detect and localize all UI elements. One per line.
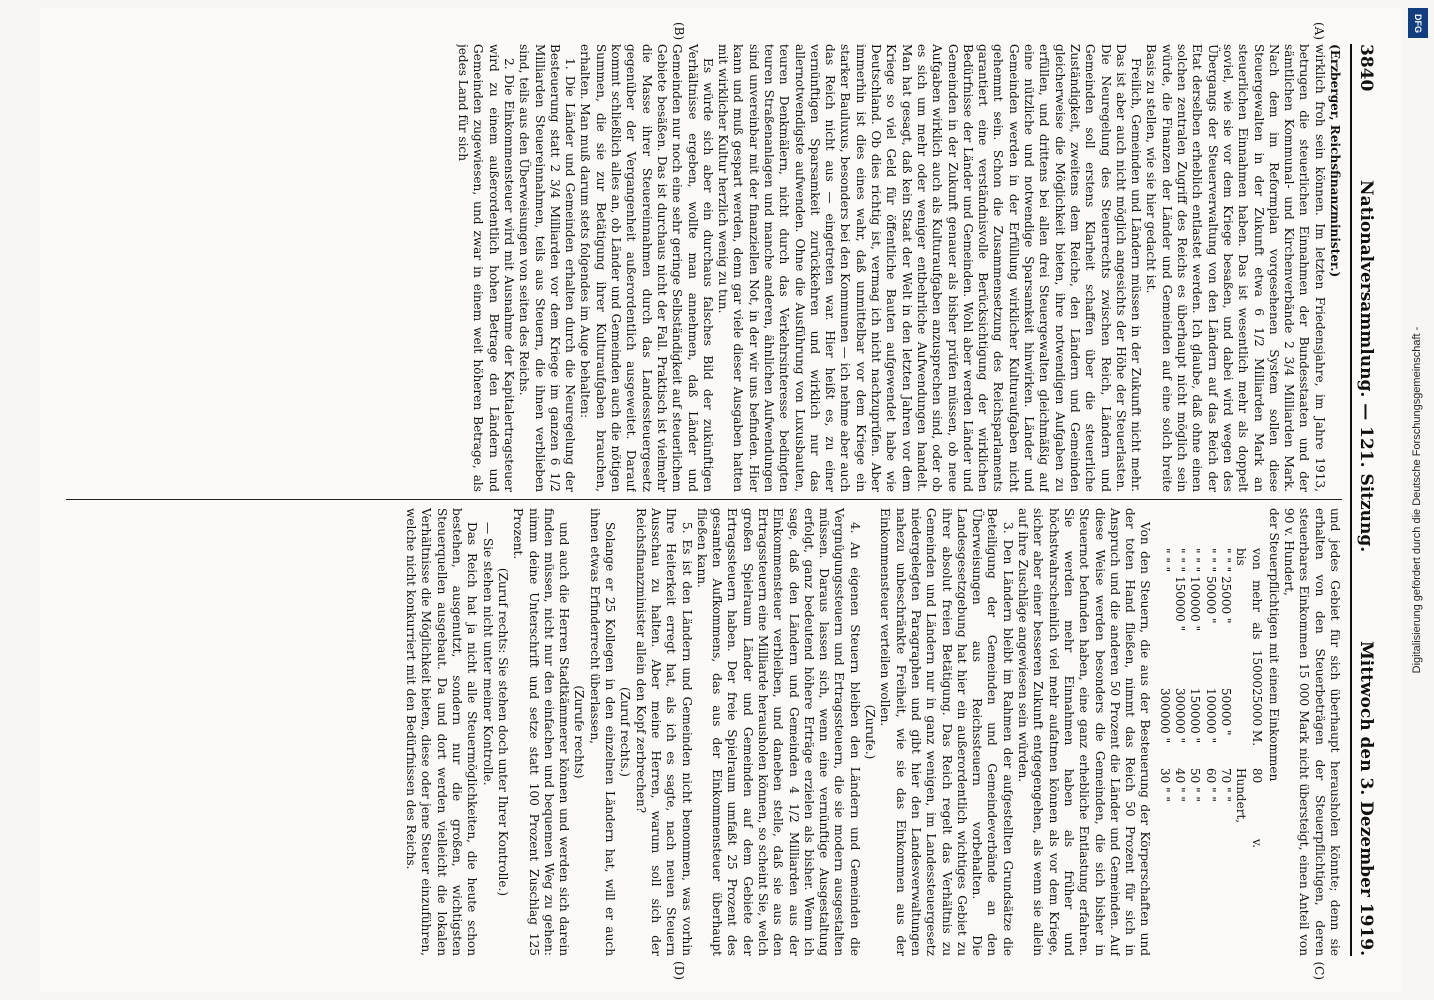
paragraph: Es würde sich aber ein durchaus falsches Bild der zukünftigen Verhältnisse ergeben, wollte man annehmen, daß Länder und Gemeinden nur noch eine sehr geringe Selbständigkeit auf steuerlichem Gebiete besäßen. Das ist durchaus nicht der Fall. Praktisch ist vielmehr die Masse ihrer Steuereinnahmen durch das Landessteuergesetz gegenüber der Vergangenheit außerordentlich ausgeweitet. Darauf kommt schließlich alles an, ob Länder und Gemeinden auch die nötigen Summen, die sie zur Betätigung ihrer Kulturaufgaben brauchen, erhalten. Man muß darum stets folgendes im Auge behalten: [578, 44, 715, 492]
tax-share-row [1233, 548, 1264, 956]
tax-share-cell: 40 " " [1173, 768, 1188, 802]
tax-share-row [1218, 548, 1233, 956]
speaker-label: (Erzberger, Reichsfinanzminister.) [1328, 44, 1342, 278]
paragraph: und auch die Herren Stadtkämmerer können und werden sich darein finden müssen, nicht nur den einfachen und bequemen Weg zu gehen: nimm deine Unterschrift und setze statt 100 Prozent Zuschlag 125 Prozent. [511, 508, 572, 956]
page-number: 3840 [1356, 44, 1376, 92]
tax-share-cell: " " " 150000 " [1173, 548, 1188, 632]
margin-mark-c: (C) [1312, 961, 1326, 980]
paragraph: und jedes Gebiet für sich überhaupt herausholen könnte; denn sie erhalten von den Steuerbeträgen der Steuerpflichtigen, deren steuerbares Einkommen 15 000 Mark nicht übersteigt, einen Anteil von 90 v. Hundert, [1282, 508, 1342, 956]
tax-share-cell: 30 " " [1157, 768, 1172, 802]
paragraph: wirklich froh sein können. Im letzten Friedensjahre, im Jahre 1913, betrugen die steuerlichen Einnahmen der Bundesstaaten und der sämtlichen Kommunal- und Kirchenverbände 2 3/4 Milliarden Mark. Nach dem im Reformplan vorgesehenen System sollen diese Steuergewalten in der Zukunft etwa 6 1/2 Milliarden Mark an steuerlichen Einnahmen haben. Das ist wesentlich mehr als doppelt soviel, wie sie vor dem Kriege besaßen, und dabei wird wegen des Übergangs der Steuerverwaltung von den Ländern auf das Reich der Etat derselben erheblich entlastet werden. Ich glaube, daß ohne einen solchen zentralen Zugriff des Reichs es überhaupt nicht möglich sein würde, die Finanzen der Länder und Gemeinden auf eine solch breite Basis zu stellen, wie sie hier gedacht ist. [1144, 44, 1327, 492]
tax-share-cell: 60 " " [1203, 768, 1218, 802]
tax-share-cell: 25000 M. [1249, 688, 1264, 747]
paragraph: Von den Steuern, die aus der Besteuerung der Körperschaften und der toten Hand fließen, nimmt das Reich 50 Prozent für sich in Anspruch und die anderen 50 Prozent die Länder und Gemeinden. Auf diese Weise werden besonders die Gemeinden, die sich bisher in Steuernot befunden haben, eine ganz erhebliche Entlastung erfahren. Sie werden mehr Einnahmen haben als früher und höchstwahrscheinlich viel mehr aufatmen können als vor dem Kriege, sicher aber einer besseren Zukunft entgegengehen, als wenn sie allein auf ihre Zuschläge angewiesen sein würden. [1016, 508, 1153, 956]
tax-share-cell: " " " 50000 " [1203, 548, 1218, 624]
interjection: (Zuruf rechts: Sie stehen doch unter Ihrer Kontrolle.) [495, 567, 510, 897]
paragraph: 5. Es ist den Ländern und Gemeinden nicht benommen, was vorhin Ihre Heiterkeit erregt hat, als ich es sagte, nach neuen Steuern Ausschau zu halten. Aber meine Herren, warum soll sich der Reichsfinanzminister allein den Kopf zerbrechen? [633, 508, 694, 956]
margin-mark-b: (B) [672, 22, 686, 41]
tax-share-cell: 80 v. Hundert, [1234, 768, 1264, 848]
paragraph: 1. Die Länder und Gemeinden erhalten durch die Neuregelung der Besteuerung statt 2 3/4 Milliarden vor dem Kriege im ganzen 6 1/2 Milliarden Steuereinnahmen, teils aus Steuern, die ihnen verblieben sind, teils aus den Überweisungen von seiten des Reichs. [517, 44, 578, 492]
dfg-logo: DFG [1408, 8, 1428, 38]
tax-share-cell: 300000 " [1173, 688, 1188, 744]
paragraph: der Steuerpflichtigen mit einem Einkommen [1266, 508, 1281, 782]
rotated-page-content [56, 20, 1386, 980]
paragraph: 4. An eigenen Steuern bleiben den Ländern und Gemeinden die Vergnügungssteuern und Ertragssteuern, die sie modern ausgestalten müssen. Daraus lassen sich, wenn eine vernünftige Ausgestaltung erfolgt, ganz bedeutend höhere Erträge erzielen als bisher. Wenn ich sage, daß den Ländern und Gemeinden 4 1/2 Milliarden aus der Einkommensteuer verbleiben, und daneben stelle, daß sie aus den Ertragssteuern eine Milliarde herausholen können, so scheint Sie, welch großen Spielraum Länder und Gemeinden auf dem Gebiete der Ertragssteuern haben. Der freie Spielraum umfaßt 25 Prozent des gesamten Aufkommens, das aus der Einkommensteuer überhaupt fließen kann. [694, 508, 862, 956]
paragraph: — Sie stehen nicht unter meiner Kontrolle. [480, 522, 495, 786]
digitization-credit: Digitalisierung gefördert durch die Deutsche Forschungsgemeinschaft - [1411, 326, 1423, 674]
left-column [66, 44, 1342, 492]
tax-share-cell: 300000 " [1157, 688, 1172, 744]
right-column [66, 508, 1342, 956]
tax-share-cell: 50 " " [1188, 768, 1203, 802]
tax-share-cell: " " " [1157, 548, 1172, 573]
tax-share-cell: " " " 25000 " [1218, 548, 1233, 624]
interjection: (Zurufe.) [863, 704, 878, 760]
page-title: Nationalversammlung. — 121. Sitzung. [1356, 180, 1376, 553]
tax-share-row [1202, 548, 1217, 956]
page-header [1350, 44, 1380, 956]
margin-mark-a: (A) [1312, 22, 1326, 41]
tax-share-table [1156, 548, 1263, 956]
tax-share-cell: " " " 100000 " [1188, 548, 1203, 632]
scanned-page [40, 8, 1402, 992]
margin-mark-d: (D) [672, 961, 686, 980]
tax-share-row [1187, 548, 1202, 956]
interjection: (Zuruf rechts.) [618, 687, 633, 777]
tax-share-cell: 100000 " [1203, 688, 1218, 744]
page-date: Mittwoch den 3. Dezember 1919. [1356, 640, 1376, 956]
paragraph: 2. Die Einkommensteuer wird mit Ausnahme der Kapitalertragsteuer wird zu einem außerordentlich hohen Betrage den Ländern und Gemeinden zugewiesen, und zwar in einem weit höheren Betrage, als jedes Land für sich [456, 44, 516, 492]
tax-share-cell: 70 " " [1218, 768, 1233, 802]
paragraph: Freilich, Gemeinden und Ländern müssen in der Zukunft nicht mehr. Das ist aber auch nicht möglich angesichts der Höhe der Steuerlasten. Die Neuregelung des Steuerrechts zwischen Reich, Ländern und Gemeinden soll erstens Klarheit schaffen über die steuerliche Zuständigkeit, zweitens dem Reiche, den Ländern und Gemeinden gleicherweise die Möglichkeit bieten, ihre notwendigen Aufgaben zu erfüllen, und drittens bei allen drei Steuergewalten gleichmäßig auf eine nützliche und notwendige Sparsamkeit hinwirken. Länder und Gemeinden werden in der Erfüllung wirklicher Kulturaufgaben nicht gehemmt sein. Schon die Zusammensetzung des Reichsparlaments garantiert eine verständnisvolle Berücksichtigung der wirklichen Bedürfnisse der Länder und Gemeinden. Wohl aber werden Länder und Gemeinden in der Zukunft genauer als bisher prüfen müssen, ob neue Aufgaben wirklich auch als Kulturaufgaben anzusprechen sind, oder ob es sich um mehr oder weniger entbehrliche Aufwendungen handelt. Man hat gesagt, daß kein Staat der Welt in den letzten Jahren vor dem Kriege so viel Geld für öffentliche Bauten aufgewendet habe wie Deutschland. Ob dies richtig ist, vermag ich nicht nachzuprüfen. Aber immerhin ist dies eines wahr, daß unmittelbar vor dem Kriege ein starker Bauluxus, besonders bei den Kommunen — ich nehme aber auch das Reich nicht aus — eingetreten war. Hier heißt es, zu einer vernünftigen Sparsamkeit zurückkehren und wirklich nur das allernotwendigste aufwenden. Ohne die Ausführung von Luxusbauten, teuren Denkmälern, nicht durch das Verkehrsinteresse bedingten teuren Straßenanlagen und manche anderen, ähnlichen Aufwendungen sind unvereinbar mit der finanziellen Not, in der wir uns befinden. Hier kann und muß gespart werden, denn gar viele dieser Ausgaben hatten mit wirklicher Kultur herzlich wenig zu tun. [716, 44, 1144, 492]
tax-share-cell: 50000 " [1218, 688, 1233, 736]
paragraph: Solange er 25 Kollegen in den einzelnen Ländern hat, will er auch ihnen etwas Erfinderrecht überlassen, [587, 508, 618, 956]
tax-share-cell: von mehr als 15000 bis [1234, 548, 1264, 688]
interjection: (Zurufe rechts) [572, 685, 587, 779]
tax-share-row [1172, 548, 1187, 956]
tax-share-cell: 150000 " [1188, 688, 1203, 744]
paragraph: Das Reich hat ja nicht alle Steuermöglichkeiten, die heute schon bestehen, ausgenutzt, sondern nur die großen, wichtigsten Steuerquellen ausgebaut. Da und dort werden vielleicht die lokalen Verhältnisse die Möglichkeit bieten, diese oder jene Steuer einzuführen, welche nicht konkurriert mit den Bedürfnissen des Reichs. [404, 508, 480, 956]
paragraph: 3. Den Ländern bleibt im Rahmen der aufgestellten Grundsätze die Beteiligung der Gemeinden und Gemeindeverbände an den Überweisungen aus Reichssteuern vorbehalten. Die Landesgesetzgebung hat hier ein außerordentlich wichtiges Gebiet zu ihrer absolut freien Betätigung. Das Reich regelt das Verhältnis zu Gemeinden und Ländern nur in ganz wenigen, im Landessteuergesetz niedergelegten Paragraphen und gibt hier den Landesverwaltungen nahezu unbeschränkte Freiheit, wie sie das Einkommen aus der Einkommensteuer verteilen wollen. [878, 508, 1015, 956]
digitization-credit-strip [1400, 0, 1434, 1000]
tax-share-row [1156, 548, 1171, 956]
column-divider [66, 499, 1342, 500]
